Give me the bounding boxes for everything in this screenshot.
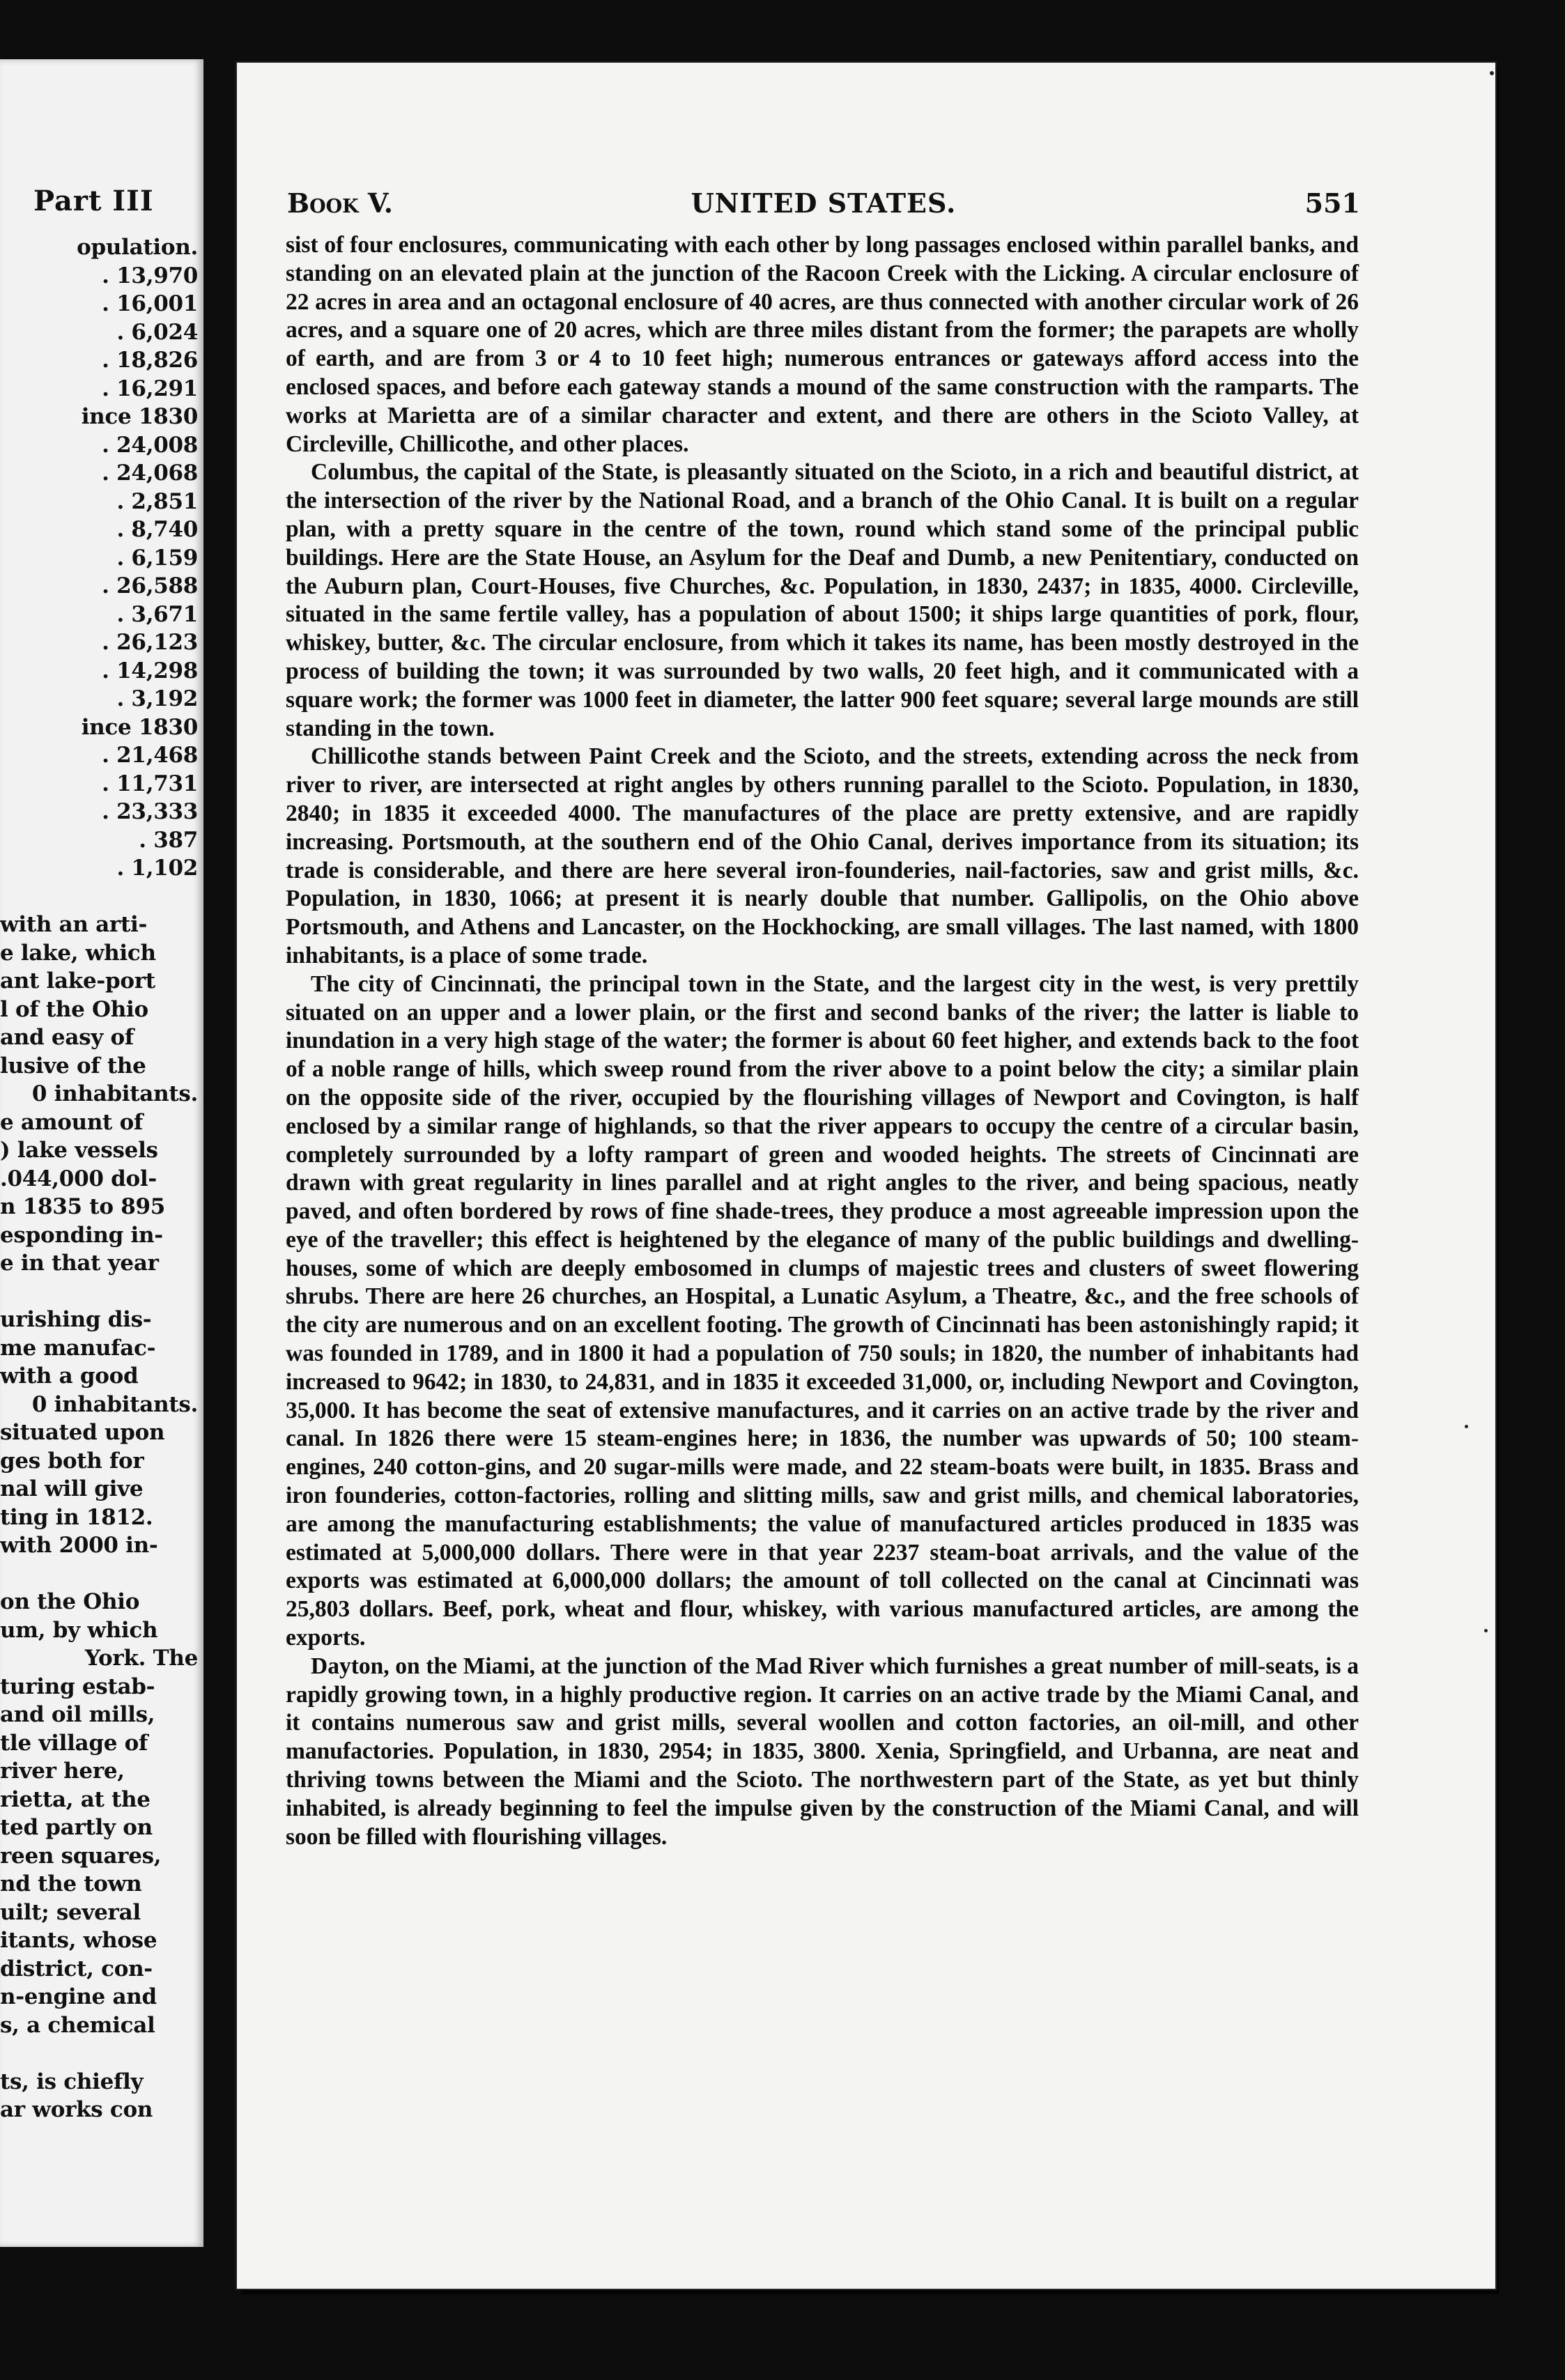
left-page-line: . 16,291: [102, 376, 198, 401]
left-page-line: York. The: [84, 1646, 198, 1671]
left-page-line: and easy of: [0, 1025, 134, 1050]
left-page-line: s, a chemical: [0, 2012, 155, 2038]
left-page-line: . 24,068: [102, 461, 198, 486]
left-page-line: tle village of: [0, 1730, 148, 1756]
left-page-line: uilt; several: [0, 1899, 141, 1925]
left-page-line: e amount of: [0, 1109, 143, 1135]
left-page-line: e lake, which: [0, 940, 156, 966]
left-page-line: and oil mills,: [0, 1702, 155, 1727]
scan-speck: [1465, 1425, 1468, 1428]
left-page-line: um, by which: [0, 1617, 158, 1643]
left-page-line: . 6,024: [116, 319, 198, 345]
left-page-line: ting in 1812.: [0, 1504, 153, 1530]
left-page-line: rietta, at the: [0, 1786, 151, 1812]
book-label: Book V.: [287, 187, 393, 219]
left-page-line: ges both for: [0, 1448, 144, 1474]
left-page-line: with 2000 in-: [0, 1533, 158, 1558]
paragraph: Dayton, on the Miami, at the junction of the Mad River which furnishes a great number of mill-seats, is a rapidly growing town, in a highly productive region. It carries on an active trade by the Miami Canal, and it contains numerous saw and grist mills, several woollen and cotton factories, an oil-mill, and other manufactories. Population, in 1830, 2954; in 1835, 3800. Xenia, Springfield, and Urbanna, are neat and thriving towns between the Miami and the Scioto. The northwestern part of the State, as yet but thinly inhabited, is already beginning to feel the impulse given by the construction of the Miami Canal, and will soon be filled with flourishing villages.: [286, 1653, 1359, 1850]
left-page-header: Part III: [33, 185, 154, 217]
left-page-line: ted partly on: [0, 1815, 153, 1840]
left-page-line: lusive of the: [0, 1053, 146, 1079]
left-page-line: . 14,298: [102, 658, 198, 683]
page-number: 551: [1304, 187, 1360, 219]
left-page-line: l of the Ohio: [0, 996, 148, 1022]
left-page-line: . 23,333: [102, 799, 198, 824]
left-page-line: 0 inhabitants.: [31, 1081, 198, 1106]
left-page-line: . 3,192: [116, 686, 198, 711]
left-page-line: with a good: [0, 1363, 139, 1389]
left-page-line: e in that year: [0, 1251, 159, 1276]
left-page-line: . 387: [139, 827, 198, 853]
left-page-line: nd the town: [0, 1871, 142, 1896]
scan-speck: [1490, 71, 1494, 75]
left-page-line: turing estab-: [0, 1674, 155, 1699]
left-page-line: . 13,970: [102, 263, 198, 288]
left-page-line: ts, is chiefly: [0, 2069, 144, 2094]
body-text: [286, 231, 1359, 1851]
scan-speck: [1484, 1629, 1488, 1632]
left-page-line: river here,: [0, 1759, 125, 1784]
left-page-line: me manufac-: [0, 1335, 156, 1361]
left-page-line: urishing dis-: [0, 1307, 152, 1332]
left-page-line: with an arti-: [0, 912, 148, 937]
left-page-line: . 2,851: [116, 488, 198, 514]
left-page-line: nal will give: [0, 1476, 144, 1501]
left-page-line: . 16,001: [102, 291, 198, 316]
left-page-line: district, con-: [0, 1956, 153, 1981]
left-page-line: 0 inhabitants.: [31, 1391, 198, 1417]
left-page-line: ) lake vessels: [0, 1138, 158, 1163]
left-page-line: opulation.: [77, 235, 198, 260]
left-page-line: . 3,671: [116, 601, 198, 627]
left-page-line: ince 1830: [81, 714, 198, 740]
left-page-line: . 26,588: [102, 573, 198, 598]
paragraph: Columbus, the capital of the State, is pleasantly situated on the Scioto, in a rich and beautiful district, at the intersection of the river by the National Road, and a branch of the Ohio Canal. It is built on a regular plan, with a pretty square in the centre of the town, round which stand some of the principal public buildings. Here are the State House, an Asylum for the Deaf and Dumb, a new Penitentiary, conducted on the Auburn plan, Court-Houses, five Churches, &c. Population, in 1830, 2437; in 1835, 4000. Circleville, situated in the same fertile valley, has a population of about 1500; it ships large quantities of pork, flour, whiskey, butter, &c. The circular enclosure, from which it takes its name, has been mostly destroyed in the process of building the town; it was surrounded by two walls, 20 feet high, and it communicated with a square work; the former was 1000 feet in diameter, the latter 900 feet square; several large mounds are still standing in the town.: [286, 459, 1359, 741]
page-title: UNITED STATES.: [691, 187, 957, 219]
left-page-line: ince 1830: [81, 404, 198, 429]
left-page-line: n-engine and: [0, 1984, 157, 2009]
left-neighbour-page: [0, 59, 203, 2247]
left-page-line: . 6,159: [116, 545, 198, 571]
left-page-line: .044,000 dol-: [0, 1166, 157, 1191]
paragraph: Chillicothe stands between Paint Creek and the Scioto, and the streets, extending across the neck from river to river, are intersected at right angles by others running parallel to the Scioto. Population, in 1830, 2840; in 1835 it exceeded 4000. The manufactures of the place are pretty extensive, and are rapidly increasing. Portsmouth, at the southern end of the Ohio Canal, derives importance from its situation; its trade is considerable, and there are here several iron-founderies, nail-factories, saw and grist mills, &c. Population, in 1830, 1066; at present it is nearly double that number. Gallipolis, on the Ohio above Portsmouth, and Athens and Lancaster, on the Hockhocking, are small villages. The last named, with 1800 inhabitants, is a place of some trade.: [286, 743, 1359, 968]
left-page-line: ant lake-port: [0, 968, 155, 994]
left-page-line: n 1835 to 895: [0, 1194, 166, 1219]
left-page-line: situated upon: [0, 1420, 165, 1445]
left-page-line: . 11,731: [102, 771, 198, 796]
left-page-line: . 18,826: [102, 348, 198, 373]
paragraph: sist of four enclosures, communicating with each other by long passages enclosed within parallel banks, and standing on an elevated plain at the junction of the Racoon Creek with the Licking. A circular enclosure of 22 acres in area and an octagonal enclosure of 40 acres, are thus connected with another circular work of 26 acres, and a square one of 20 acres, which are three miles distant from the former; the parapets are wholly of earth, and are from 3 or 4 to 10 feet high; numerous entrances or gateways afford access into the enclosed spaces, and before each gateway stands a mound of the same construction with the ramparts. The works at Marietta are of a similar character and extent, and there are others in the Scioto Valley, at Circleville, Chillicothe, and other places.: [286, 232, 1359, 457]
left-page-line: esponding in-: [0, 1222, 163, 1248]
left-page-line: . 21,468: [102, 743, 198, 768]
running-head: [287, 187, 1360, 220]
left-page-line: reen squares,: [0, 1843, 162, 1869]
left-page-line: . 1,102: [116, 856, 198, 881]
left-page-line: itants, whose: [0, 1928, 157, 1953]
paragraph: The city of Cincinnati, the principal town in the State, and the largest city in the west, is very prettily situated on an upper and a lower plain, or the first and second banks of the river; the latter is liable to inundation in a very high stage of the water; the former is about 60 feet higher, and extends back to the foot of a noble range of hills, which sweep round from the river above to a point below the city; a similar plain on the opposite side of the river, occupied by the flourishing villages of Newport and Covington, is half enclosed by a similar range of highlands, so that the river appears to occupy the centre of a circular basin, completely surrounded by a lofty rampart of green and wooded heights. The streets of Cincinnati are drawn with great regularity in lines parallel and at right angles to the river, and being spacious, neatly paved, and often bordered by rows of fine shade-trees, they produce a most agreeable impression upon the eye of the traveller; this effect is heightened by the elegance of many of the public buildings and dwelling-houses, some of which are deeply embosomed in clumps of majestic trees and clusters of sweet flowering shrubs. There are here 26 churches, an Hospital, a Lunatic Asylum, a Theatre, &c., and the free schools of the city are numerous and on an excellent footing. The growth of Cincinnati has been astonishingly rapid; it was founded in 1789, and in 1800 it had a population of 750 souls; in 1820, the number of inhabitants had increased to 9642; in 1830, to 24,831, and in 1835 it exceeded 31,000, or, including Newport and Covington, 35,000. It has become the seat of extensive manufactures, and it carries on an active trade by the river and canal. In 1826 there were 15 steam-engines here; in 1836, the number was upwards of 50; 100 steam-engines, 240 cotton-gins, and 20 sugar-mills were made, and 22 steam-boats were built, in 1835. Brass and iron founderies, cotton-factories, rolling and slitting mills, saw and grist mills, and chemical laboratories, are among the manufacturing establishments; the value of manufactured articles produced in 1835 was estimated at 5,000,000 dollars. There were in that year 2237 steam-boat arrivals, and the value of the exports was estimated at 6,000,000 dollars; the amount of toll collected on the canal at Cincinnati was 25,803 dollars. Beef, pork, wheat and flour, whiskey, with various manufactured articles, are among the exports.: [286, 971, 1359, 1651]
left-page-line: on the Ohio: [0, 1589, 140, 1614]
left-page-line: . 8,740: [116, 517, 198, 542]
left-page-line: ar works con: [0, 2097, 153, 2122]
left-page-line: . 26,123: [102, 630, 198, 655]
left-page-line: . 24,008: [102, 432, 198, 458]
